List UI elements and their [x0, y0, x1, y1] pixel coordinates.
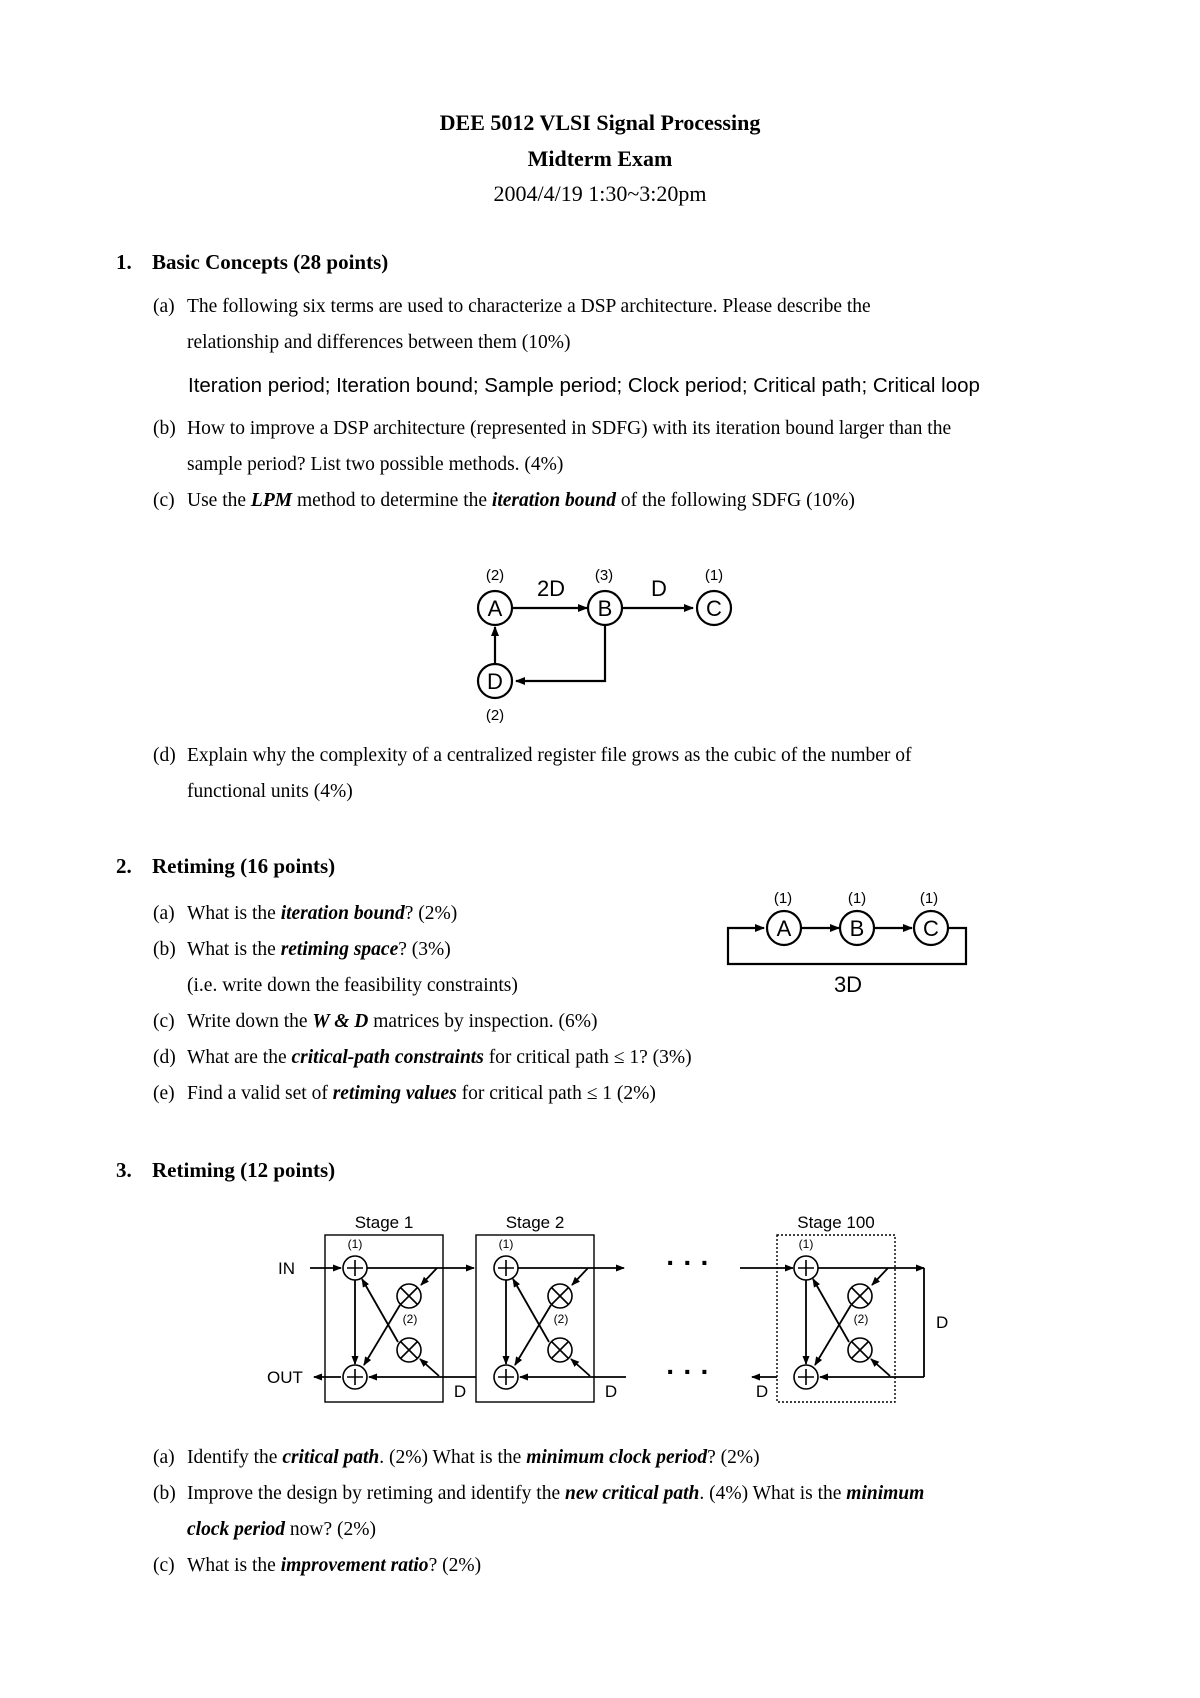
q2c-post: matrices by inspection. (6%): [368, 1011, 598, 1032]
stage-100: [777, 1213, 924, 1402]
weight-d: (2): [485, 707, 505, 724]
q3b-em2: minimum: [846, 1483, 925, 1504]
adder-weight-label: (1): [347, 1237, 363, 1251]
q1a-text1: The following six terms are used to characterize a DSP architecture. Please describe the: [187, 296, 871, 317]
delay-label: D: [453, 1382, 467, 1401]
mul-input-wire: [421, 1268, 437, 1285]
q2a-em: iteration bound: [280, 903, 405, 924]
ellipsis-top: · · ·: [666, 1247, 710, 1278]
q1c-mid: method to determine the: [292, 490, 492, 511]
exam-datetime: 2004/4/19 1:30~3:20pm: [493, 181, 707, 206]
q1c-label: (c): [153, 490, 175, 511]
q1a-text2: relationship and differences between them (10%): [187, 332, 571, 353]
q2d-label: (d): [153, 1047, 176, 1068]
stage-100-label: Stage 100: [797, 1213, 875, 1232]
q1a-terms: Iteration period; Iteration bound; Sample period; Clock period; Critical path; Critical loop: [188, 374, 980, 397]
q3c-em: improvement ratio: [280, 1555, 429, 1576]
q2e-post: for critical path ≤ 1 (2%): [456, 1083, 656, 1104]
q3b2-em: clock period: [187, 1519, 286, 1540]
mul-input-wire: [571, 1359, 590, 1376]
q2b-label: (b): [153, 939, 176, 960]
q1b-text2: sample period? List two possible methods. (4%): [187, 454, 564, 475]
exam-title: Midterm Exam: [527, 146, 673, 171]
loop-delay-label: 3D: [833, 972, 863, 997]
mul-input-wire: [572, 1268, 588, 1285]
node-c-label: C: [706, 596, 722, 621]
q1d-text2: functional units (4%): [187, 781, 353, 802]
cross-wire: [513, 1279, 549, 1342]
q2a-post: ? (2%): [404, 903, 458, 924]
q2a-label: (a): [153, 903, 175, 924]
q1a-label: (a): [153, 296, 175, 317]
node2-a-label: A: [776, 916, 792, 941]
weight-c: (1): [704, 567, 724, 584]
delay-label-100: D: [755, 1382, 769, 1401]
q3b-line: [153, 1483, 924, 1505]
cross-wire: [362, 1279, 398, 1342]
q1-number: 1.: [116, 250, 132, 274]
weight-a: (2): [485, 567, 505, 584]
q3c-label: (c): [153, 1555, 175, 1576]
q3a-label: (a): [153, 1447, 175, 1468]
q3a-post: ? (2%): [707, 1447, 760, 1468]
q2c-em: W & D: [312, 1011, 369, 1032]
q2d-em: critical-path constraints: [291, 1047, 484, 1068]
out-label: OUT: [267, 1368, 303, 1387]
q2d-pre: What are the: [187, 1047, 292, 1068]
weight-b: (3): [594, 567, 614, 584]
course-title: DEE 5012 VLSI Signal Processing: [439, 110, 761, 135]
q1c-lpm: LPM: [250, 490, 293, 511]
q3b-label: (b): [153, 1483, 176, 1504]
adder-weight-label: (1): [498, 1237, 514, 1251]
q2d-post: for critical path ≤ 1? (3%): [483, 1047, 692, 1068]
q3c-post: ? (2%): [428, 1555, 482, 1576]
q2e-em: retiming values: [332, 1083, 457, 1104]
q3b-line2: [187, 1519, 376, 1541]
q1b-text1: How to improve a DSP architecture (represented in SDFG) with its iteration bound larger than the: [187, 418, 952, 439]
node2-b-label: B: [849, 916, 865, 941]
q1c-iteration-bound: iteration bound: [491, 490, 616, 511]
q2e-label: (e): [153, 1083, 175, 1104]
q1-title: Basic Concepts (28 points): [152, 250, 389, 274]
adder-weight-label: (1): [798, 1237, 814, 1251]
delay-ab: 2D: [536, 576, 566, 601]
q2-number: 2.: [116, 854, 132, 878]
delay-bc: D: [651, 576, 667, 601]
q1d-label: (d): [153, 745, 176, 766]
multiplier-weight-label: (2): [553, 1312, 569, 1326]
q3b-pre: Improve the design by retiming and identify the: [187, 1483, 565, 1504]
q3c-line: [153, 1555, 481, 1577]
stage-2: [476, 1213, 626, 1402]
feedback-delay-label: D: [936, 1313, 949, 1332]
node-a-label: A: [487, 596, 503, 621]
node-d-label: D: [487, 669, 503, 694]
multiplier-weight-label: (2): [402, 1312, 418, 1326]
q2a-pre: What is the: [187, 903, 281, 924]
q3a-em1: critical path: [282, 1447, 380, 1468]
q3-title: Retiming (12 points): [152, 1158, 336, 1182]
q2e-pre: Find a valid set of: [187, 1083, 333, 1104]
mul-input-wire: [871, 1359, 890, 1376]
q3a-line: [153, 1447, 760, 1469]
weight2-b: (1): [847, 890, 867, 907]
stage-1-label: Stage 1: [354, 1213, 414, 1232]
q3a-mid: . (2%) What is the: [379, 1447, 527, 1468]
q3b2-post: now? (2%): [285, 1519, 376, 1540]
q3-number: 3.: [116, 1158, 132, 1182]
q3a-em2: minimum clock period: [526, 1447, 708, 1468]
q1b-label: (b): [153, 418, 176, 439]
q2-title: Retiming (16 points): [152, 854, 336, 878]
q3b-mid: . (4%) What is the: [699, 1483, 847, 1504]
node2-c-label: C: [923, 916, 939, 941]
weight2-c: (1): [919, 890, 939, 907]
in-label: IN: [278, 1259, 295, 1278]
q2b-post: ? (3%): [398, 939, 451, 960]
q3b-em1: new critical path: [565, 1483, 700, 1504]
q1c-post: of the following SDFG (10%): [615, 490, 855, 511]
stage-2-label: Stage 2: [505, 1213, 565, 1232]
q2c-label: (c): [153, 1011, 175, 1032]
q2b-pre: What is the: [187, 939, 281, 960]
q3a-pre: Identify the: [187, 1447, 283, 1468]
q3c-pre: What is the: [187, 1555, 281, 1576]
cross-wire: [813, 1279, 849, 1342]
q2c-pre: Write down the: [187, 1011, 313, 1032]
delay-label: D: [604, 1382, 618, 1401]
q2b-note: (i.e. write down the feasibility constraints): [187, 975, 518, 996]
q1d-text1: Explain why the complexity of a centralized register file grows as the cubic of the number of: [187, 745, 912, 766]
mul-input-wire: [872, 1268, 888, 1285]
q1c-pre: Use the: [187, 490, 251, 511]
q2b-em: retiming space: [280, 939, 399, 960]
mul-input-wire: [420, 1359, 439, 1376]
multiplier-weight-label: (2): [853, 1312, 869, 1326]
node-b-label: B: [597, 596, 613, 621]
weight2-a: (1): [773, 890, 793, 907]
ellipsis-bottom: · · ·: [666, 1356, 710, 1387]
stage-1: [325, 1213, 476, 1402]
